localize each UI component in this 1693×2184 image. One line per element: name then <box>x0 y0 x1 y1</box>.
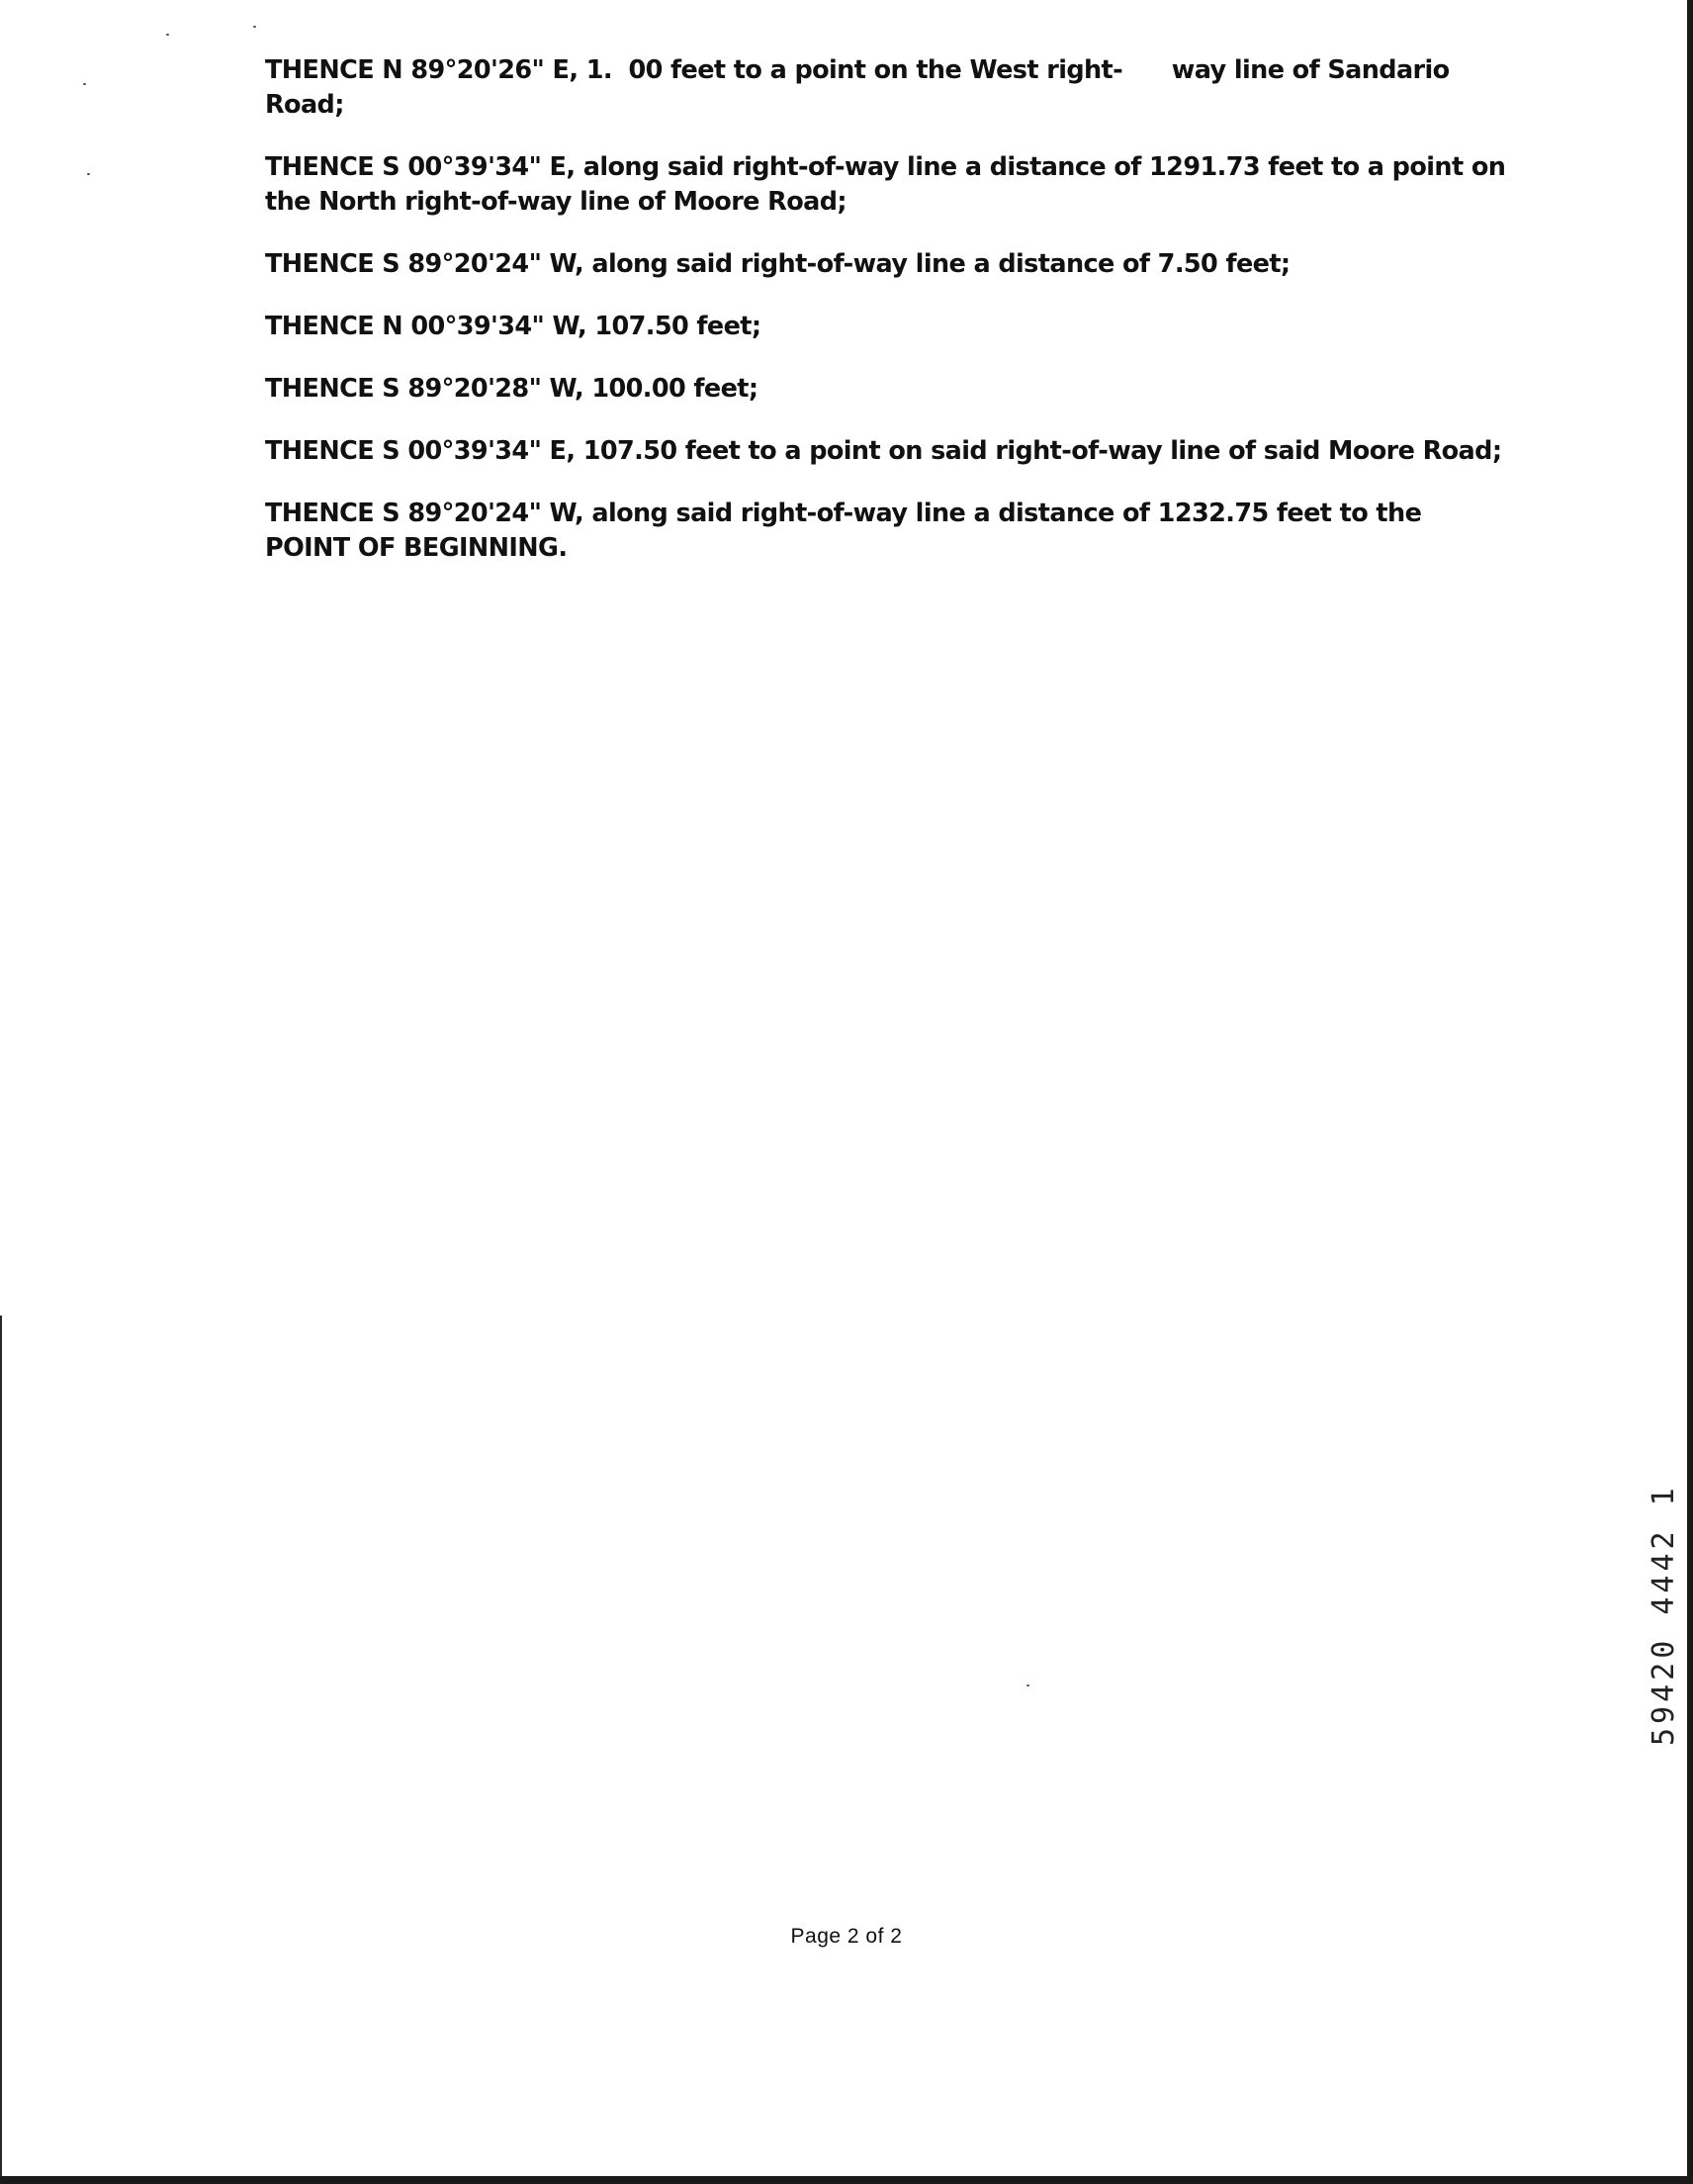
legal-call-6: THENCE S 00°39'34" E, 107.50 feet to a point on said right-of-way line of said Moore Road; <box>265 436 1502 466</box>
legal-call-7: THENCE S 89°20'24" W, along said right-of-way line a distance of 1232.75 feet to the POINT OF BEGINNING. <box>265 499 1430 563</box>
recording-number: 59420 4442 1 <box>1647 1484 1681 1746</box>
scan-border-right <box>1687 0 1693 2184</box>
scan-speck <box>87 173 90 175</box>
legal-description <box>265 53 1514 593</box>
legal-call-1: THENCE N 89°20'26" E, 1. 00 feet to a point on the West right- way line of Sandario Road; <box>265 55 1458 120</box>
scan-border-left <box>0 1316 2 2176</box>
legal-call-3: THENCE S 89°20'24" W, along said right-of-way line a distance of 7.50 feet; <box>265 249 1291 279</box>
page-number: Page 2 of 2 <box>790 1925 903 1948</box>
scan-speck <box>166 34 169 36</box>
legal-call-2: THENCE S 00°39'34" E, along said right-of-way line a distance of 1291.73 feet to a point on the North right-of-way line of Moore Road; <box>265 152 1514 217</box>
scan-speck <box>253 26 256 28</box>
legal-call-4: THENCE N 00°39'34" W, 107.50 feet; <box>265 312 761 341</box>
scan-border-bottom <box>0 2176 1693 2184</box>
scan-speck <box>83 83 86 85</box>
legal-call-5: THENCE S 89°20'28" W, 100.00 feet; <box>265 374 758 404</box>
scan-speck <box>1026 1684 1029 1686</box>
